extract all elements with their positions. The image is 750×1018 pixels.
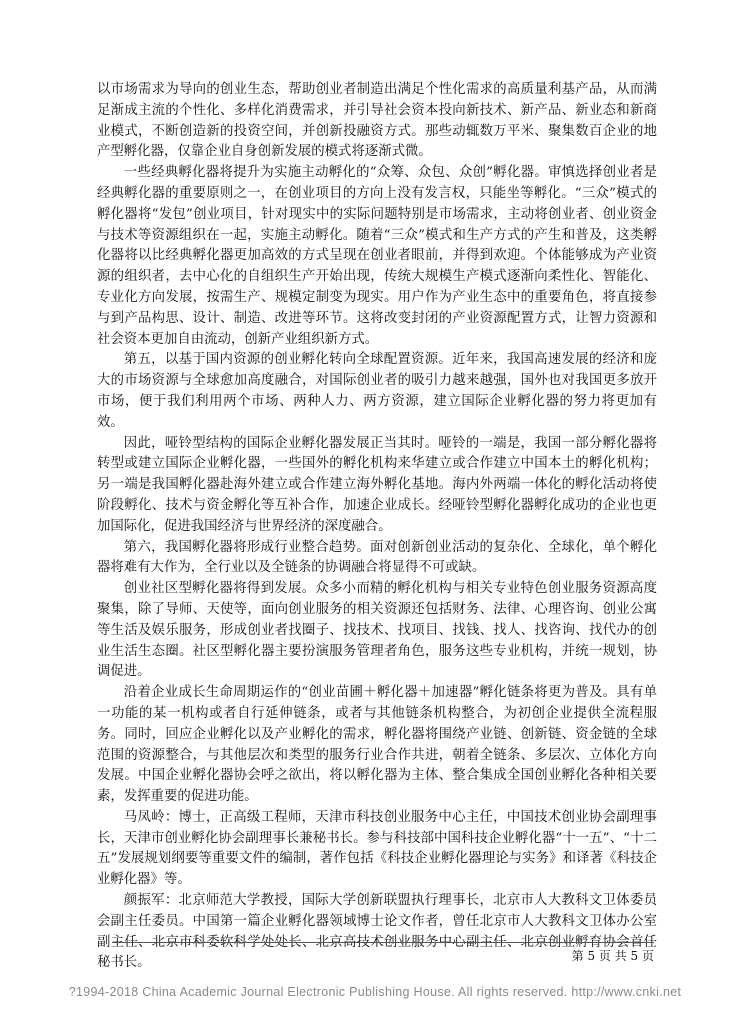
article-body — [97, 80, 657, 974]
body-paragraph: 以市场需求为导向的创业生态，帮助创业者制造出满足个性化需求的高质量利基产品，从而满足渐成主流的个性化、多样化消费需求，并引导社会资本投向新技术、新产品、新业态和新商业模式，不断创造新的投资空间，并创新投融资方式。那些动辄数万平米、聚集数百企业的地产型孵化器，仅靠企业自身创新发展的模式将逐渐式微。 — [97, 82, 657, 160]
copyright-footer: ?1994-2018 China Academic Journal Electronic Publishing House. All rights reserved. http://www.cnki.net — [68, 985, 682, 999]
footer-divider — [112, 942, 654, 943]
body-paragraph: 因此，哑铃型结构的国际企业孵化器发展正当其时。哑铃的一端是，我国一部分孵化器将转型或建立国际企业孵化器，一些国外的孵化机构来华建立或合作建立中国本土的孵化机构；另一端是我国孵化器赴海外建立或合作建立海外孵化基地。海内外两端一体化的孵化活动将使阶段孵化、技术与资金孵化等互补合作，加速企业成长。经哑铃型孵化器孵化成功的企业也更加国际化，促进我国经济与世界经济的深度融合。 — [97, 435, 657, 534]
body-paragraph: 第六，我国孵化器将形成行业整合趋势。面对创新创业活动的复杂化、全球化，单个孵化器将难有大作为，全行业以及全链条的协调融合将显得不可或缺。 — [97, 539, 657, 576]
page-number: 第 5 页 共 5 页 — [571, 949, 654, 963]
body-paragraph: 沿着企业成长生命周期运作的“创业苗圃＋孵化器＋加速器”孵化链条将更为普及。具有单一功能的某一机构或者自行延伸链条，或者与其他链条机构整合，为初创企业提供全流程服务。同时，回应企业孵化以及产业孵化的需求，孵化器将围绕产业链、创新链、资金链的全球范围的资源整合，与其他层次和类型的服务行业合作共进，朝着全链条、多层次、立体化方向发展。中国企业孵化器协会呼之欲出，将以孵化器为主体、整合集成全国创业孵化各种相关要素，发挥重要的促进功能。 — [97, 685, 657, 805]
body-paragraph: 创业社区型孵化器将得到发展。众多小而精的孵化机构与相关专业特色创业服务资源高度聚集，除了导师、天使等，面向创业服务的相关资源还包括财务、法律、心理咨询、创业公寓等生活及娱乐服务，形成创业者找圈子、找技术、找项目、找钱、找人、找咨询、找代办的创业生活生态圈。社区型孵化器主要扮演服务管理者角色，服务这些专业机构，并统一规划，协调促进。 — [97, 581, 657, 680]
body-paragraph: 第五，以基于国内资源的创业孵化转向全球配置资源。近年来，我国高速发展的经济和庞大的市场资源与全球愈加高度融合，对国际创业者的吸引力越来越强，国外也对我国更多放开市场，便于我们利用两个市场、两种人力、两方资源，建立国际企业孵化器的努力将更加有效。 — [97, 352, 657, 430]
author-bio-ma-fengling: 马凤岭：博士，正高级工程师，天津市科技创业服务中心主任，中国技术创业协会副理事长，天津市创业孵化协会副理事长兼秘书长。参与科技部中国科技企业孵化器“十一五”、“十二五”发展规划纲要等重要文件的编制，著作包括《科技企业孵化器理论与实务》和译著《科技企业孵化器》等。 — [97, 809, 657, 888]
author-bio-yan-zhenjun: 颜振军：北京师范大学教授，国际大学创新联盟执行理事长，北京市人大教科文卫体委员会副主任委员。中国第一篇企业孵化器领域博士论文作者，曾任北京市人大教科文卫体办公室副主任、北京市科委软科学处处长、北京高技术创业服务中心副主任、北京创业孵育协会首任秘书长。 — [97, 893, 657, 971]
body-paragraph: 一些经典孵化器将提升为实施主动孵化的“众筹、众包、众创”孵化器。审慎选择创业者是经典孵化器的重要原则之一，在创业项目的方向上没有发言权，只能坐等孵化。“三众”模式的孵化器将“发包”创业项目，针对现实中的实际问题特别是市场需求，主动将创业者、创业资金与技术等资源组织在一起，实施主动孵化。随着“三众”模式和生产方式的产生和普及，这类孵化器将以比经典孵化器更加高效的方式呈现在创业者眼前，并得到欢迎。个体能够成为产业资源的组织者，去中心化的自组织生产开始出现，传统大规模生产模式逐渐向柔性化、智能化、专业化方向发展，按需生产、规模定制变为现实。用户作为产业生态中的重要角色，将直接参与到产品构思、设计、制造、改进等环节。这将改变封闭的产业资源配置方式，让智力资源和社会资本更加自由流动，创新产业组织新方式。 — [97, 165, 657, 347]
